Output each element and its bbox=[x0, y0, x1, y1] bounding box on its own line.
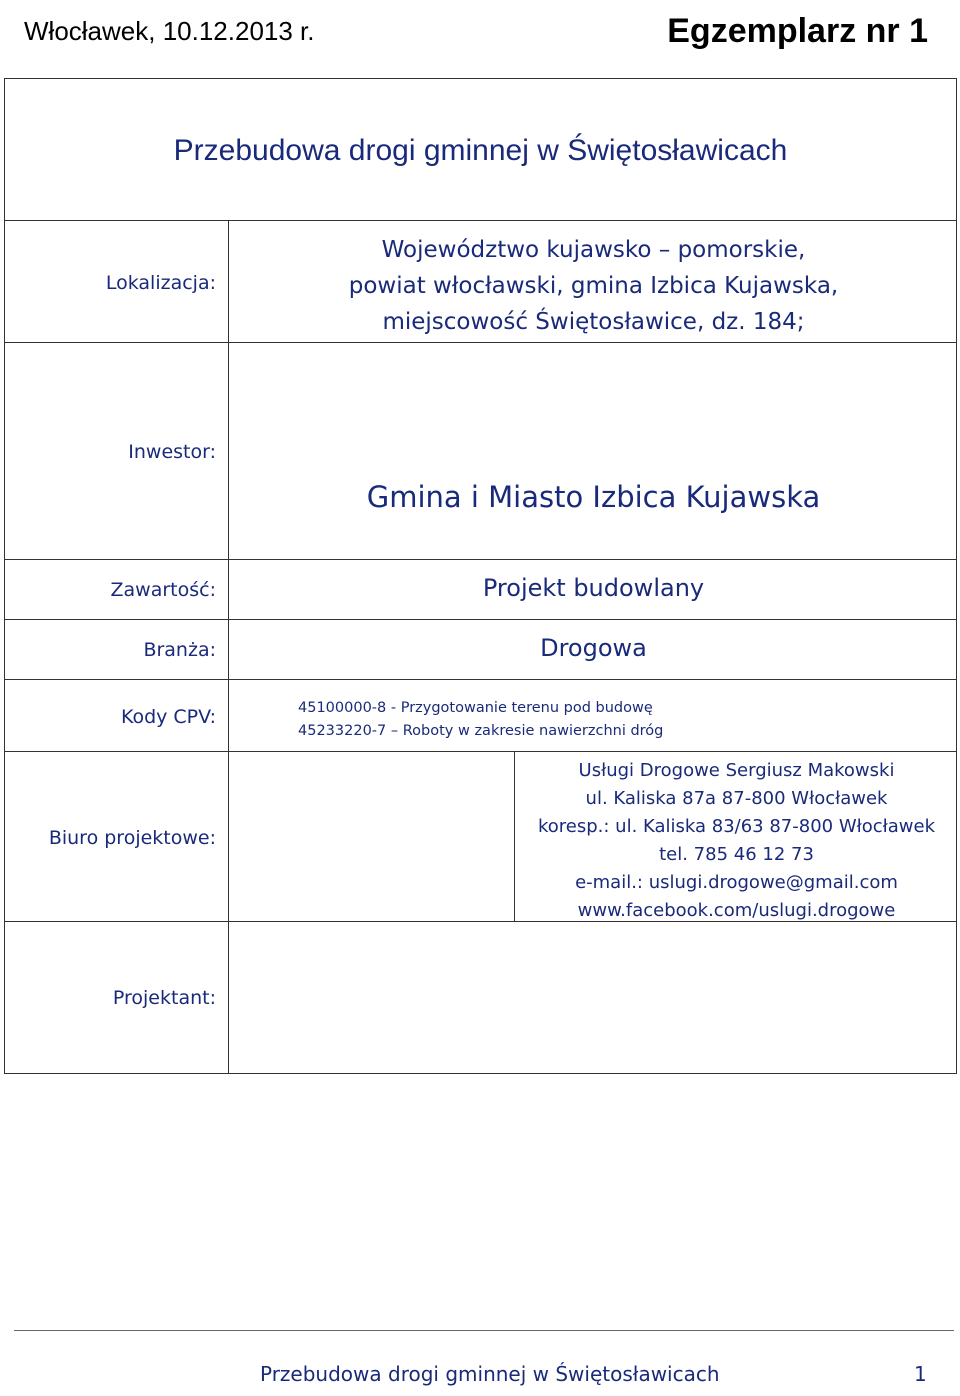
footer-divider bbox=[14, 1330, 954, 1331]
location-line: miejscowość Świętosławice, dz. 184; bbox=[382, 309, 805, 335]
project-title: Przebudowa drogi gminnej w Świętosławicach bbox=[173, 134, 788, 167]
row-divider bbox=[4, 220, 957, 221]
header-copy-number: Egzemplarz nr 1 bbox=[667, 12, 928, 50]
location-line: Województwo kujawsko – pomorskie, bbox=[381, 237, 806, 263]
row-divider bbox=[4, 342, 957, 343]
cpv-codes bbox=[298, 697, 663, 743]
investor-value: Gmina i Miasto Izbica Kujawska bbox=[366, 480, 821, 514]
cpv-label: Kody CPV: bbox=[120, 706, 216, 728]
office-line: koresp.: ul. Kaliska 83/63 87-800 Włocławek bbox=[537, 816, 936, 837]
content-value: Projekt budowlany bbox=[482, 574, 705, 602]
column-divider bbox=[228, 220, 229, 1074]
office-line: tel. 785 46 12 73 bbox=[659, 844, 814, 865]
cpv-code-line: 45233220-7 – Roboty w zakresie nawierzchni dróg bbox=[298, 723, 664, 739]
location-line: powiat włocławski, gmina Izbica Kujawska, bbox=[348, 273, 839, 299]
branch-label: Branża: bbox=[143, 639, 216, 661]
office-email: e-mail.: uslugi.drogowe@gmail.com bbox=[575, 872, 898, 893]
office-details bbox=[516, 757, 957, 925]
footer-page-number: 1 bbox=[914, 1362, 927, 1386]
location-label: Lokalizacja: bbox=[105, 272, 216, 294]
office-label: Biuro projektowe: bbox=[48, 827, 216, 849]
row-divider bbox=[4, 679, 957, 680]
cpv-code-line: 45100000-8 - Przygotowanie terenu pod budowę bbox=[298, 700, 653, 716]
footer-title: Przebudowa drogi gminnej w Świętosławicach bbox=[260, 1362, 720, 1386]
office-line: ul. Kaliska 87a 87-800 Włocławek bbox=[585, 788, 888, 809]
investor-label: Inwestor: bbox=[128, 441, 216, 463]
office-column-divider bbox=[514, 751, 515, 921]
row-divider bbox=[4, 619, 957, 620]
branch-value: Drogowa bbox=[540, 634, 647, 662]
location-value bbox=[230, 232, 957, 340]
office-line: Usługi Drogowe Sergiusz Makowski bbox=[578, 760, 895, 781]
row-divider bbox=[4, 559, 957, 560]
row-divider bbox=[4, 751, 957, 752]
header-city-date: Włocławek, 10.12.2013 r. bbox=[24, 16, 315, 46]
content-label: Zawartość: bbox=[110, 579, 216, 601]
designer-label: Projektant: bbox=[112, 987, 216, 1009]
office-website: www.facebook.com/uslugi.drogowe bbox=[577, 900, 896, 921]
